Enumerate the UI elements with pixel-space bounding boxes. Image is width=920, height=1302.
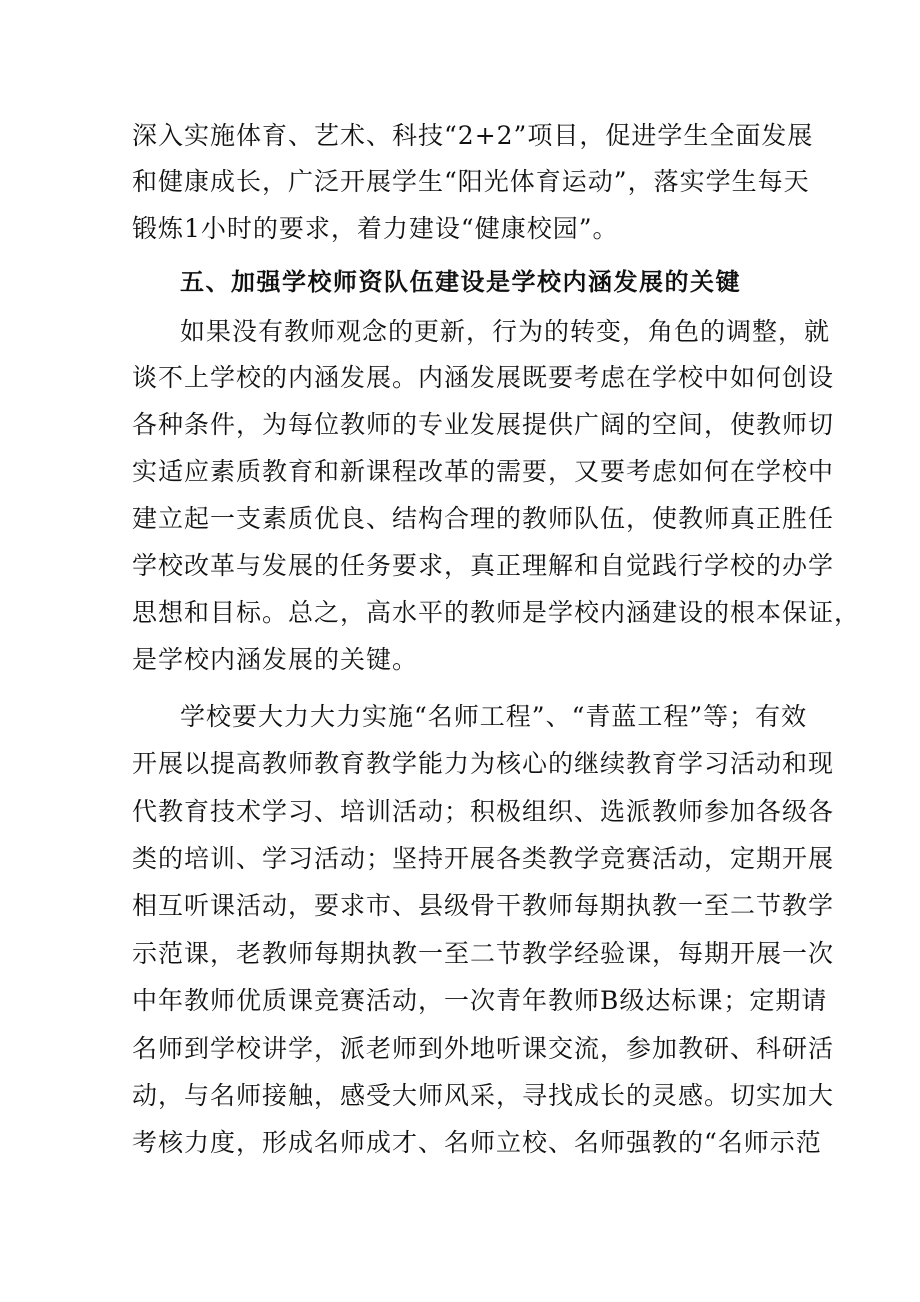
body-text-line: 名师到学校讲学，派老师到外地听课交流，参加教研、科研活 bbox=[132, 1034, 835, 1063]
body-text-line: 中年教师优质课竞赛活动，一次青年教师B级达标课；定期请 bbox=[132, 986, 828, 1015]
body-text-line: 实适应素质教育和新课程改革的需要，又要考虑如何在学校中 bbox=[132, 457, 835, 486]
body-text-line: 和健康成长，广泛开展学生“阳光体育运动”，落实学生每天 bbox=[132, 167, 810, 196]
body-text-line: 深入实施体育、艺术、科技“2+2”项目，促进学生全面发展 bbox=[132, 121, 814, 150]
body-text-line: 思想和目标。总之，高水平的教师是学校内涵建设的根本保证， bbox=[132, 598, 861, 627]
body-text-line: 锻炼1小时的要求，着力建设“健康校园”。 bbox=[132, 214, 619, 243]
body-text-line: 谈不上学校的内涵发展。内涵发展既要考虑在学校中如何创设 bbox=[132, 363, 835, 392]
body-text-line: 开展以提高教师教育教学能力为核心的继续教育学习活动和现 bbox=[132, 749, 835, 778]
body-text-line: 建立起一支素质优良、结构合理的教师队伍，使教师真正胜任 bbox=[132, 504, 835, 533]
body-text-line: 是学校内涵发展的关键。 bbox=[132, 645, 419, 674]
paragraph-first-line: 学校要大力大力实施“名师工程”、“青蓝工程”等；有效 bbox=[180, 702, 808, 731]
body-text-line: 各种条件，为每位教师的专业发展提供广阔的空间，使教师切 bbox=[132, 410, 835, 439]
body-text-line: 学校改革与发展的任务要求，真正理解和自觉践行学校的办学 bbox=[132, 551, 835, 580]
body-text-line: 动，与名师接触，感受大师风采，寻找成长的灵感。切实加大 bbox=[132, 1081, 835, 1110]
body-text-line: 代教育技术学习、培训活动；积极组织、选派教师参加各级各 bbox=[132, 797, 835, 826]
body-text-line: 示范课，老教师每期执教一至二节教学经验课，每期开展一次 bbox=[132, 939, 835, 968]
body-text-line: 相互听课活动，要求市、县级骨干教师每期执教一至二节教学 bbox=[132, 891, 835, 920]
section-heading: 五、加强学校师资队伍建设是学校内涵发展的关键 bbox=[180, 268, 741, 296]
body-text-line: 类的培训、学习活动；坚持开展各类教学竞赛活动，定期开展 bbox=[132, 844, 835, 873]
paragraph-first-line: 如果没有教师观念的更新，行为的转变，角色的调整，就 bbox=[180, 317, 831, 346]
body-text-line: 考核力度，形成名师成才、名师立校、名师强教的“名师示范 bbox=[132, 1128, 822, 1157]
